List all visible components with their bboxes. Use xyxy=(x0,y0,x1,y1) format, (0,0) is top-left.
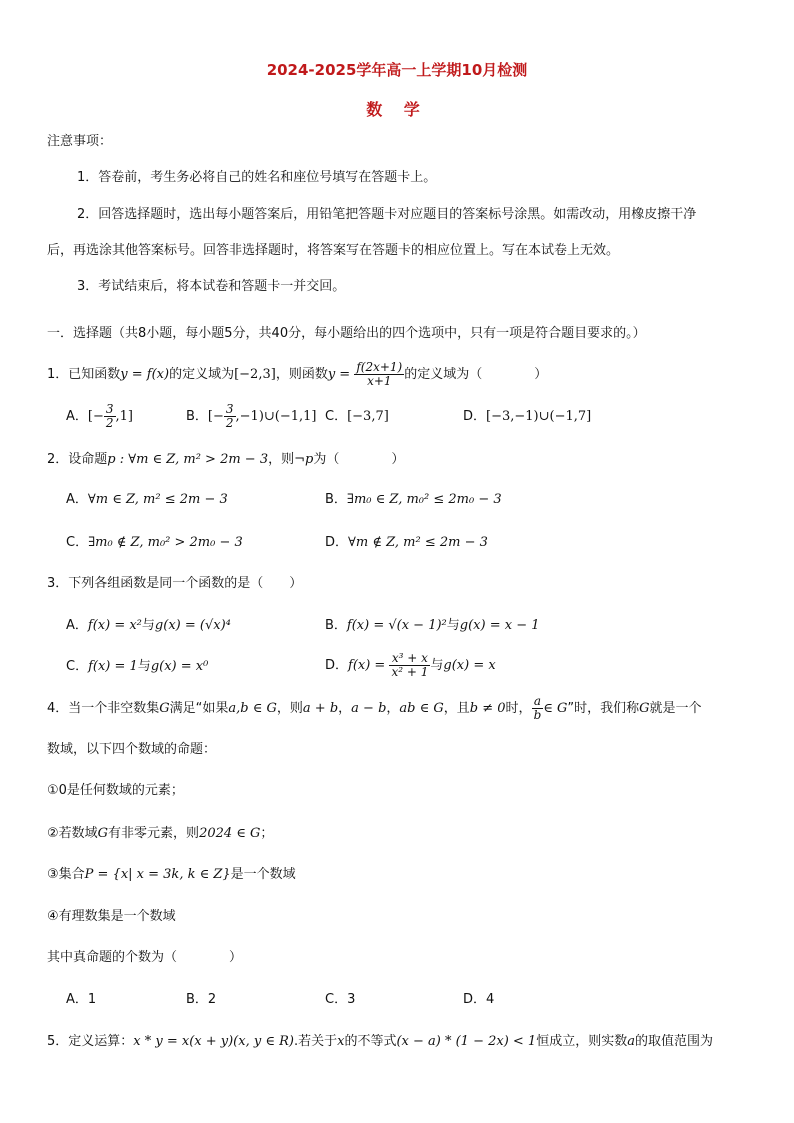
q3-option-d-f-left: f(x) = xyxy=(348,658,386,673)
q3-option-a[interactable] xyxy=(66,618,231,634)
q4-text-c: ，则 xyxy=(276,701,303,716)
q4-text-e: 时， xyxy=(505,701,532,716)
q1-option-a-frac xyxy=(104,403,116,430)
question-4-line-2: 数域，以下四个数域的命题： xyxy=(47,742,217,757)
q3-option-b-and: 与 xyxy=(446,618,460,633)
q3-option-a-and: 与 xyxy=(141,618,155,633)
q4-p2-c: 2024 ∈ G xyxy=(199,826,261,841)
q1-prefix: 1．已知函数 xyxy=(47,367,121,382)
q4-expr-5: ∈ G xyxy=(543,701,568,716)
q4-option-b[interactable]: B．2 xyxy=(186,992,217,1007)
q3-option-b[interactable] xyxy=(325,618,540,634)
q3-option-b-label: B． xyxy=(325,618,347,633)
q5-text-d: 恒成立，则实数 xyxy=(536,1034,628,1049)
q2-mid: ，则 xyxy=(268,452,295,467)
q3-option-c[interactable] xyxy=(66,659,208,675)
q3-option-d-g: g(x) = x xyxy=(443,658,496,673)
q4-proposition-4: ④有理数集是一个数域 xyxy=(47,909,176,924)
notice-item-2-line-1: 2．回答选择题时，选出每小题答案后，用铅笔把答题卡对应题目的答案标号涂黑。如需改动，用橡皮擦干净 xyxy=(77,207,697,222)
q1-option-c-text: [−3,7] xyxy=(347,409,389,424)
q2-prefix: 2．设命题 xyxy=(47,452,108,467)
q4-expr-2: a − b xyxy=(351,701,387,716)
q4-text-a: 4．当一个非空数集 xyxy=(47,701,160,716)
q4-proposition-2 xyxy=(47,826,273,842)
q4-frac-den: b xyxy=(533,708,542,722)
question-4-line-1 xyxy=(47,694,702,724)
q1-frac-den: x+1 xyxy=(367,374,392,388)
q2-option-c-text: ∃m₀ ∉ Z, m₀² > 2m₀ − 3 xyxy=(88,535,243,550)
q4-text-b: 满足“如果 xyxy=(169,701,229,716)
q1-fraction xyxy=(354,361,404,388)
q5-text-a: 5．定义运算： xyxy=(47,1034,134,1049)
q4-proposition-1: ①0是任何数域的元素； xyxy=(47,783,184,798)
q4-p3-set: P = {x| x = 3k, k ∈ Z} xyxy=(84,867,231,882)
q3-option-a-label: A． xyxy=(66,618,88,633)
q5-operation: x * y = x(x + y)(x, y ∈ R) xyxy=(133,1034,294,1049)
q1-suffix: 的定义域为（ ） xyxy=(404,367,548,382)
question-3-stem: 3．下列各组函数是同一个函数的是（ ） xyxy=(47,576,303,591)
q4-option-a[interactable]: A．1 xyxy=(66,992,97,1007)
q1-option-b-pre: [− xyxy=(207,409,224,424)
q4-p2-d: ； xyxy=(260,826,274,841)
notice-heading: 注意事项： xyxy=(47,134,113,149)
q1-frac-num: f(2x+1) xyxy=(356,360,403,374)
q3-option-a-f: f(x) = x² xyxy=(87,618,142,633)
q4-sep-2: ， xyxy=(386,701,400,716)
question-5-stem xyxy=(47,1034,713,1050)
q2-option-d[interactable] xyxy=(325,535,488,551)
q2-option-a-label: A． xyxy=(66,492,88,507)
question-2-stem xyxy=(47,452,404,468)
q3-option-d-and: 与 xyxy=(430,658,444,673)
q1-f2-left: y = xyxy=(327,367,351,382)
section-heading: 一．选择题（共8小题，每小题5分，共40分，每小题给出的四个选项中，只有一项是符合题目要求的。） xyxy=(47,326,646,341)
q3-option-d-label: D． xyxy=(325,658,349,673)
q1-option-a-pre: [− xyxy=(87,409,104,424)
q4-p2-a: ②若数域 xyxy=(47,826,98,841)
q5-var-a: a xyxy=(627,1034,635,1049)
notice-item-3: 3．考试结束后，将本试卷和答题卡一并交回。 xyxy=(77,279,346,294)
q2-option-c[interactable] xyxy=(66,535,243,551)
q2-suffix: 为（ ） xyxy=(313,452,405,467)
notice-item-1: 1．答卷前，考生务必将自己的姓名和座位号填写在答题卡上。 xyxy=(77,170,437,185)
q1-mid: 的定义域为 xyxy=(169,367,235,382)
q1-function: y = f(x) xyxy=(120,367,170,382)
q2-option-b[interactable] xyxy=(325,492,502,508)
subject-title: 数 学 xyxy=(366,100,428,119)
q4-p3-b: 是一个数域 xyxy=(230,867,296,882)
q5-text-e: 的取值范围为 xyxy=(634,1034,713,1049)
q3-option-d-den: x² + 1 xyxy=(391,665,429,679)
q1-mid2: ，则函数 xyxy=(275,367,328,382)
q3-option-d-frac xyxy=(389,652,430,679)
q1-option-a-den: 2 xyxy=(105,416,114,430)
q1-option-c[interactable] xyxy=(325,409,389,425)
q2-option-a[interactable] xyxy=(66,492,228,508)
q1-option-a[interactable] xyxy=(66,402,133,432)
q4-expr-1: a + b xyxy=(302,701,339,716)
q4-p2-set: G xyxy=(97,826,109,841)
q3-option-b-f: f(x) = √(x − 1)² xyxy=(346,618,447,633)
q2-proposition: p : ∀m ∈ Z, m² > 2m − 3 xyxy=(107,452,269,467)
q4-frac-num: a xyxy=(532,695,544,709)
notice-item-2-line-2: 后，再选涂其他答案标号。回答非选择题时，将答案写在答题卡的相应位置上。写在本试卷上无效。 xyxy=(47,243,620,258)
q3-option-c-and: 与 xyxy=(137,659,151,674)
q1-option-a-post: ,1] xyxy=(115,409,133,424)
q1-option-b-den: 2 xyxy=(225,416,234,430)
q3-option-d-num: x³ + x xyxy=(389,652,430,666)
q5-text-b: .若关于 xyxy=(293,1034,338,1049)
q1-option-c-label: C． xyxy=(325,409,348,424)
q4-sep-1: ， xyxy=(338,701,352,716)
q3-option-c-label: C． xyxy=(66,659,89,674)
q4-fraction xyxy=(532,695,544,722)
question-1-stem xyxy=(47,358,547,392)
q3-option-d[interactable] xyxy=(325,651,496,681)
q1-option-d[interactable] xyxy=(463,409,591,425)
q4-set-g-2: G xyxy=(639,701,650,716)
q4-option-d[interactable]: D．4 xyxy=(463,992,495,1007)
q1-option-b-frac xyxy=(224,403,236,430)
q2-option-c-label: C． xyxy=(66,535,89,550)
q4-expr-3: ab ∈ G xyxy=(399,701,444,716)
q4-cond-1: a,b ∈ G xyxy=(228,701,277,716)
q3-option-a-g: g(x) = (√x)⁴ xyxy=(154,618,231,633)
q5-text-c: 的不等式 xyxy=(344,1034,397,1049)
q4-expr-4: b ≠ 0 xyxy=(469,701,506,716)
q3-option-c-f: f(x) = 1 xyxy=(88,659,138,674)
q1-option-d-label: D． xyxy=(463,409,487,424)
q4-proposition-3 xyxy=(47,867,296,883)
q1-option-b[interactable] xyxy=(186,402,317,432)
q1-option-a-label: A． xyxy=(66,409,88,424)
q2-option-d-text: ∀m ∉ Z, m² ≤ 2m − 3 xyxy=(348,535,488,550)
q4-set-g: G xyxy=(159,701,170,716)
q4-text-d: ，且 xyxy=(443,701,470,716)
q1-option-a-num: 3 xyxy=(105,402,114,416)
q1-option-b-label: B． xyxy=(186,409,208,424)
q4-p3-a: ③集合 xyxy=(47,867,85,882)
q2-option-a-text: ∀m ∈ Z, m² ≤ 2m − 3 xyxy=(87,492,228,507)
q3-option-c-g: g(x) = x⁰ xyxy=(150,659,209,674)
q2-option-d-label: D． xyxy=(325,535,349,550)
q1-domain: [−2,3] xyxy=(234,367,276,382)
q1-option-b-post: ,−1)∪(−1,1] xyxy=(235,409,317,424)
q4-text-f: ”时，我们称 xyxy=(567,701,640,716)
q2-option-b-text: ∃m₀ ∈ Z, m₀² ≤ 2m₀ − 3 xyxy=(346,492,502,507)
q3-option-b-g: g(x) = x − 1 xyxy=(459,618,540,633)
q2-option-b-label: B． xyxy=(325,492,347,507)
q4-text-g: 就是一个 xyxy=(649,701,702,716)
q1-option-b-num: 3 xyxy=(225,402,234,416)
exam-title: 2024-2025学年高一上学期10月检测 xyxy=(266,61,528,79)
q4-p2-b: 有非零元素，则 xyxy=(108,826,200,841)
q5-var-x: x xyxy=(337,1034,345,1049)
q4-ask: 其中真命题的个数为（ ） xyxy=(47,950,243,965)
q2-negation: ¬p xyxy=(294,452,314,467)
q1-option-d-text: [−3,−1)∪(−1,7] xyxy=(486,409,592,424)
q4-option-c[interactable]: C．3 xyxy=(325,992,356,1007)
q5-inequality: (x − a) * (1 − 2x) < 1 xyxy=(396,1034,537,1049)
